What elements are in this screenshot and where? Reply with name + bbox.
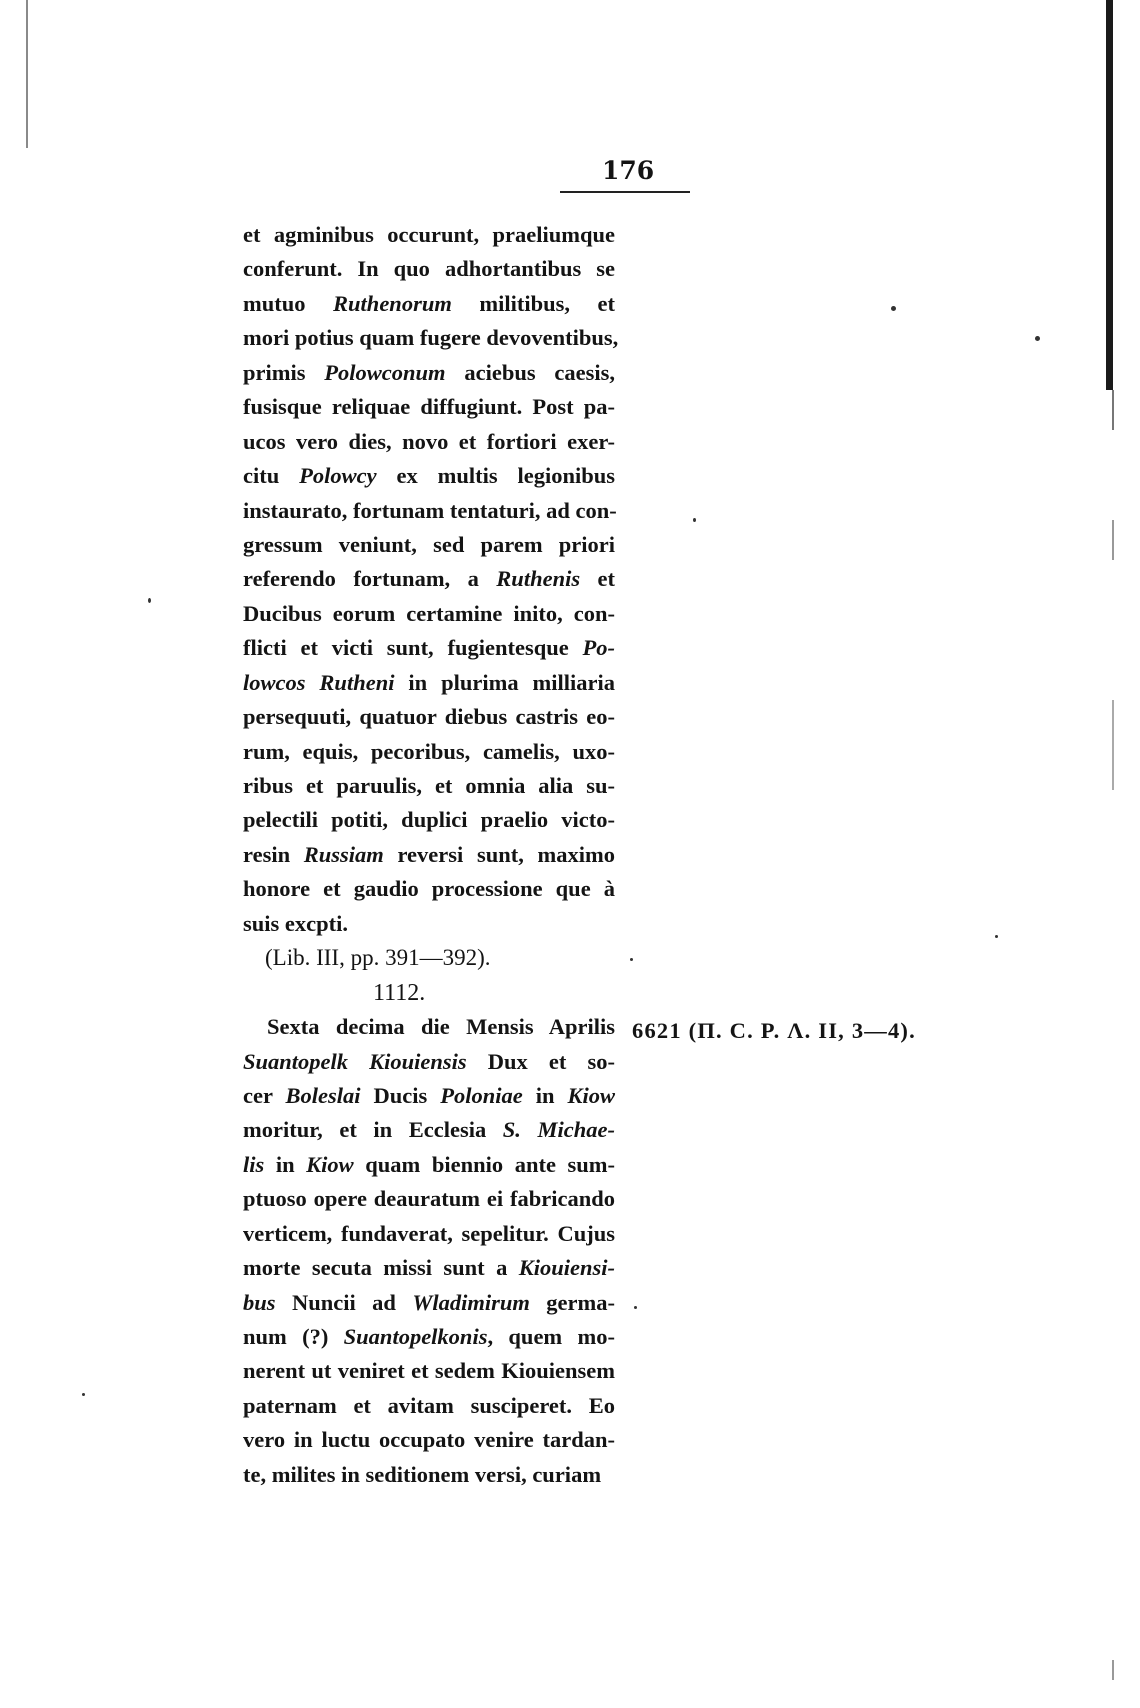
text-line (243, 1079, 615, 1113)
italic-name: Po- (582, 635, 615, 661)
text-run: flicti et victi sunt, fugientesque (243, 635, 583, 661)
page-number: 176 (602, 156, 655, 185)
text-line (243, 1010, 615, 1044)
text-run: suis excpti. (243, 910, 349, 936)
text-run: quam biennio ante sum- (353, 1151, 616, 1177)
scan-speck (630, 958, 633, 961)
text-run: pelectili potiti, duplici praelio victo- (243, 807, 615, 833)
italic-name: Wladimirum (412, 1289, 530, 1315)
text-line (243, 356, 615, 390)
text-line (243, 1389, 615, 1423)
italic-name: bus (243, 1289, 276, 1315)
text-line (243, 494, 615, 528)
scan-edge-right-trace (1112, 520, 1114, 560)
text-run: Ducis (360, 1082, 441, 1108)
scan-edge-right-trace (1112, 1660, 1114, 1680)
margin-reference: 6621 (Π. C. P. Λ. II, 3—4). (632, 1018, 916, 1043)
text-run: ex multis legionibus (376, 463, 616, 489)
text-run: militibus, et (451, 290, 615, 316)
italic-name: Boleslai (285, 1082, 361, 1108)
text-line (243, 941, 615, 975)
text-line (243, 1423, 615, 1457)
text-run: in plurima milliaria (394, 669, 615, 695)
text-run: germa- (529, 1289, 616, 1315)
text-run: (Lib. III, pp. 391—392). (265, 945, 491, 971)
text-run: paternam et avitam susciperet. Eo (243, 1392, 615, 1418)
scan-speck (634, 1306, 637, 1309)
text-line (243, 976, 615, 1010)
text-line (243, 1045, 615, 1079)
text-line (243, 907, 615, 941)
scan-edge-right-trace (1112, 390, 1114, 430)
text-line (243, 562, 615, 596)
text-run: et agminibus occurunt, praeliumque (243, 222, 615, 247)
scan-speck (1035, 336, 1040, 341)
italic-name: Kiow (567, 1082, 615, 1108)
text-run: verticem, fundaverat, sepelitur. Cujus (243, 1220, 615, 1246)
text-run: resin (243, 841, 304, 867)
header-rule (560, 191, 690, 193)
text-line (243, 1148, 615, 1182)
text-run: honore et gaudio processione que à (243, 876, 615, 902)
text-run: ucos vero dies, novo et fortiori exer- (243, 428, 615, 454)
text-line (243, 769, 615, 803)
text-line (243, 1182, 615, 1216)
italic-name: Poloniae (440, 1082, 523, 1108)
italic-name: Ruthenorum (333, 290, 452, 316)
text-run: in (522, 1082, 568, 1108)
text-run: Nuncii ad (275, 1289, 413, 1315)
text-line (243, 631, 615, 665)
italic-name: Russiam (303, 841, 384, 867)
text-line (243, 252, 615, 286)
text-run: et (580, 566, 615, 592)
text-line (243, 218, 615, 252)
text-line (243, 1217, 615, 1251)
scan-edge-left (26, 0, 28, 148)
text-line (243, 287, 615, 321)
text-line (243, 528, 615, 562)
italic-name: Polowcy (299, 463, 377, 489)
italic-name: S. Michae- (502, 1117, 615, 1143)
text-line (243, 390, 615, 424)
text-run: vero in luctu occupato venire tardan- (243, 1427, 615, 1453)
text-line (243, 1251, 615, 1285)
text-line (243, 1320, 615, 1354)
text-line (243, 735, 615, 769)
text-run: reversi sunt, maximo (383, 841, 616, 867)
scan-speck (995, 935, 998, 938)
text-run: primis (243, 359, 325, 385)
text-line (243, 1354, 615, 1388)
text-run: in (264, 1151, 307, 1177)
text-run: ptuoso opere deauratum ei fabricando (243, 1186, 615, 1212)
text-line (243, 459, 615, 493)
text-run: persequuti, quatuor diebus castris eo- (243, 704, 615, 730)
text-line (243, 700, 615, 734)
text-run: Ducibus eorum certamine inito, con- (243, 600, 615, 626)
italic-name: Kiow (306, 1151, 354, 1177)
text-run: instaurato, fortunam tentaturi, ad con- (243, 497, 617, 523)
text-run: referendo fortunam, a (243, 566, 497, 592)
text-line (243, 597, 615, 631)
text-line (243, 425, 615, 459)
text-run: 1112. (373, 979, 426, 1006)
text-line (243, 321, 619, 355)
text-line (243, 666, 615, 700)
scan-speck (891, 306, 896, 311)
text-run: aciebus caesis, (445, 359, 615, 385)
text-line (243, 838, 615, 872)
text-run: moritur, et in Ecclesia (243, 1117, 503, 1143)
text-run: te, milites in seditionem versi, curiam (243, 1461, 602, 1487)
text-run: morte secuta missi sunt a (243, 1255, 519, 1281)
text-line (243, 872, 615, 906)
scan-edge-right-trace (1112, 700, 1114, 790)
text-line (243, 1113, 615, 1147)
text-run: Dux et so- (466, 1048, 615, 1074)
text-run: mori potius quam fugere devoventibus, (243, 325, 619, 351)
text-run: rum, equis, pecoribus, camelis, uxo- (243, 738, 615, 764)
text-run: ribus et paruulis, et omnia alia su- (243, 773, 615, 798)
text-run: , quem mo- (487, 1324, 615, 1349)
text-line (243, 1286, 615, 1320)
text-line (243, 1458, 615, 1492)
italic-name: Polowconum (324, 359, 446, 385)
italic-name: Suantopelkonis (343, 1324, 488, 1349)
italic-name: lowcos Rutheni (243, 669, 395, 695)
text-line (243, 803, 615, 837)
scan-speck (82, 1393, 85, 1396)
text-run: Sexta decima die Mensis Aprilis (267, 1014, 615, 1040)
italic-name: lis (243, 1151, 265, 1177)
scan-edge-right (1106, 0, 1113, 390)
text-run: nerent ut veniret et sedem Kiouiensem (243, 1358, 615, 1384)
italic-name: Kiouiensi- (518, 1255, 615, 1281)
text-run: gressum veniunt, sed parem priori (243, 531, 615, 557)
italic-name: Suantopelk Kiouiensis (243, 1048, 467, 1074)
body-text (243, 218, 619, 1492)
text-run: mutuo (243, 290, 334, 316)
scan-speck (693, 518, 696, 522)
text-run: citu (243, 463, 300, 489)
scan-speck (148, 598, 151, 603)
text-run: fusisque reliquae diffugiunt. Post pa- (243, 394, 615, 420)
italic-name: Ruthenis (496, 566, 581, 592)
text-run: num (?) (243, 1324, 344, 1349)
text-run: conferunt. In quo adhortantibus se (243, 256, 615, 282)
text-run: cer (243, 1082, 286, 1108)
